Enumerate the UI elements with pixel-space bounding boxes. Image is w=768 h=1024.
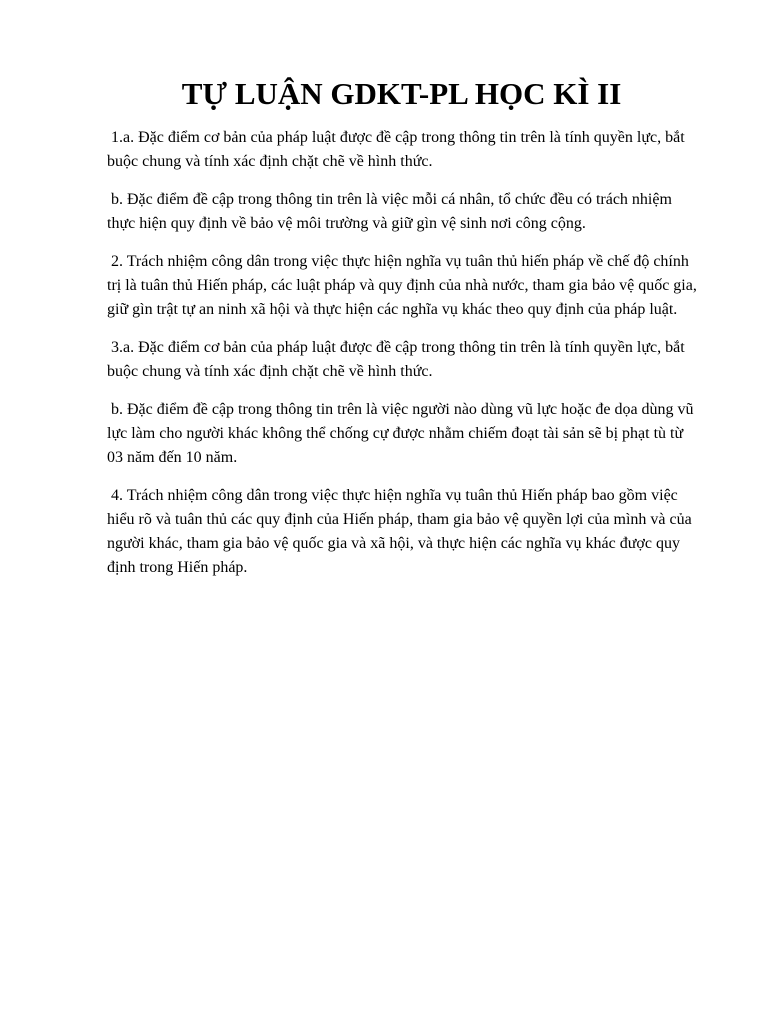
paragraph-3b: b. Đặc điểm đề cập trong thông tin trên là việc người nào dùng vũ lực hoặc đe dọa dùng vũ lực làm cho người khác không thể chống cự được nhằm chiếm đoạt tài sản sẽ bị phạt tù từ 03 năm đến 10 năm. (107, 401, 694, 466)
paragraph-1a: 1.a. Đặc điểm cơ bản của pháp luật được đề cập trong thông tin trên là tính quyền lực, bắt buộc chung và tính xác định chặt chẽ về hình thức. (107, 129, 685, 170)
document-title: TỰ LUẬN GDKT-PL HỌC KÌ II (181, 76, 622, 111)
paragraph-3a: 3.a. Đặc điểm cơ bản của pháp luật được đề cập trong thông tin trên là tính quyền lực, bắt buộc chung và tính xác định chặt chẽ về hình thức. (107, 339, 685, 380)
paragraph-2: 2. Trách nhiệm công dân trong việc thực hiện nghĩa vụ tuân thủ hiến pháp về chế độ chính trị là tuân thủ Hiến pháp, các luật pháp và quy định của nhà nước, tham gia bảo vệ quốc gia, giữ gìn trật tự an ninh xã hội và thực hiện các nghĩa vụ khác theo quy định của pháp luật. (107, 253, 697, 318)
paragraph-1b: b. Đặc điểm đề cập trong thông tin trên là việc mỗi cá nhân, tổ chức đều có trách nhiệm thực hiện quy định về bảo vệ môi trường và giữ gìn vệ sinh nơi công cộng. (107, 191, 672, 232)
paragraph-4: 4. Trách nhiệm công dân trong việc thực hiện nghĩa vụ tuân thủ Hiến pháp bao gồm việc hiểu rõ và tuân thủ các quy định của Hiến pháp, tham gia bảo vệ quyền lợi của mình và của người khác, tham gia bảo vệ quốc gia và xã hội, và thực hiện các nghĩa vụ khác được quy định trong Hiến pháp. (107, 487, 692, 576)
